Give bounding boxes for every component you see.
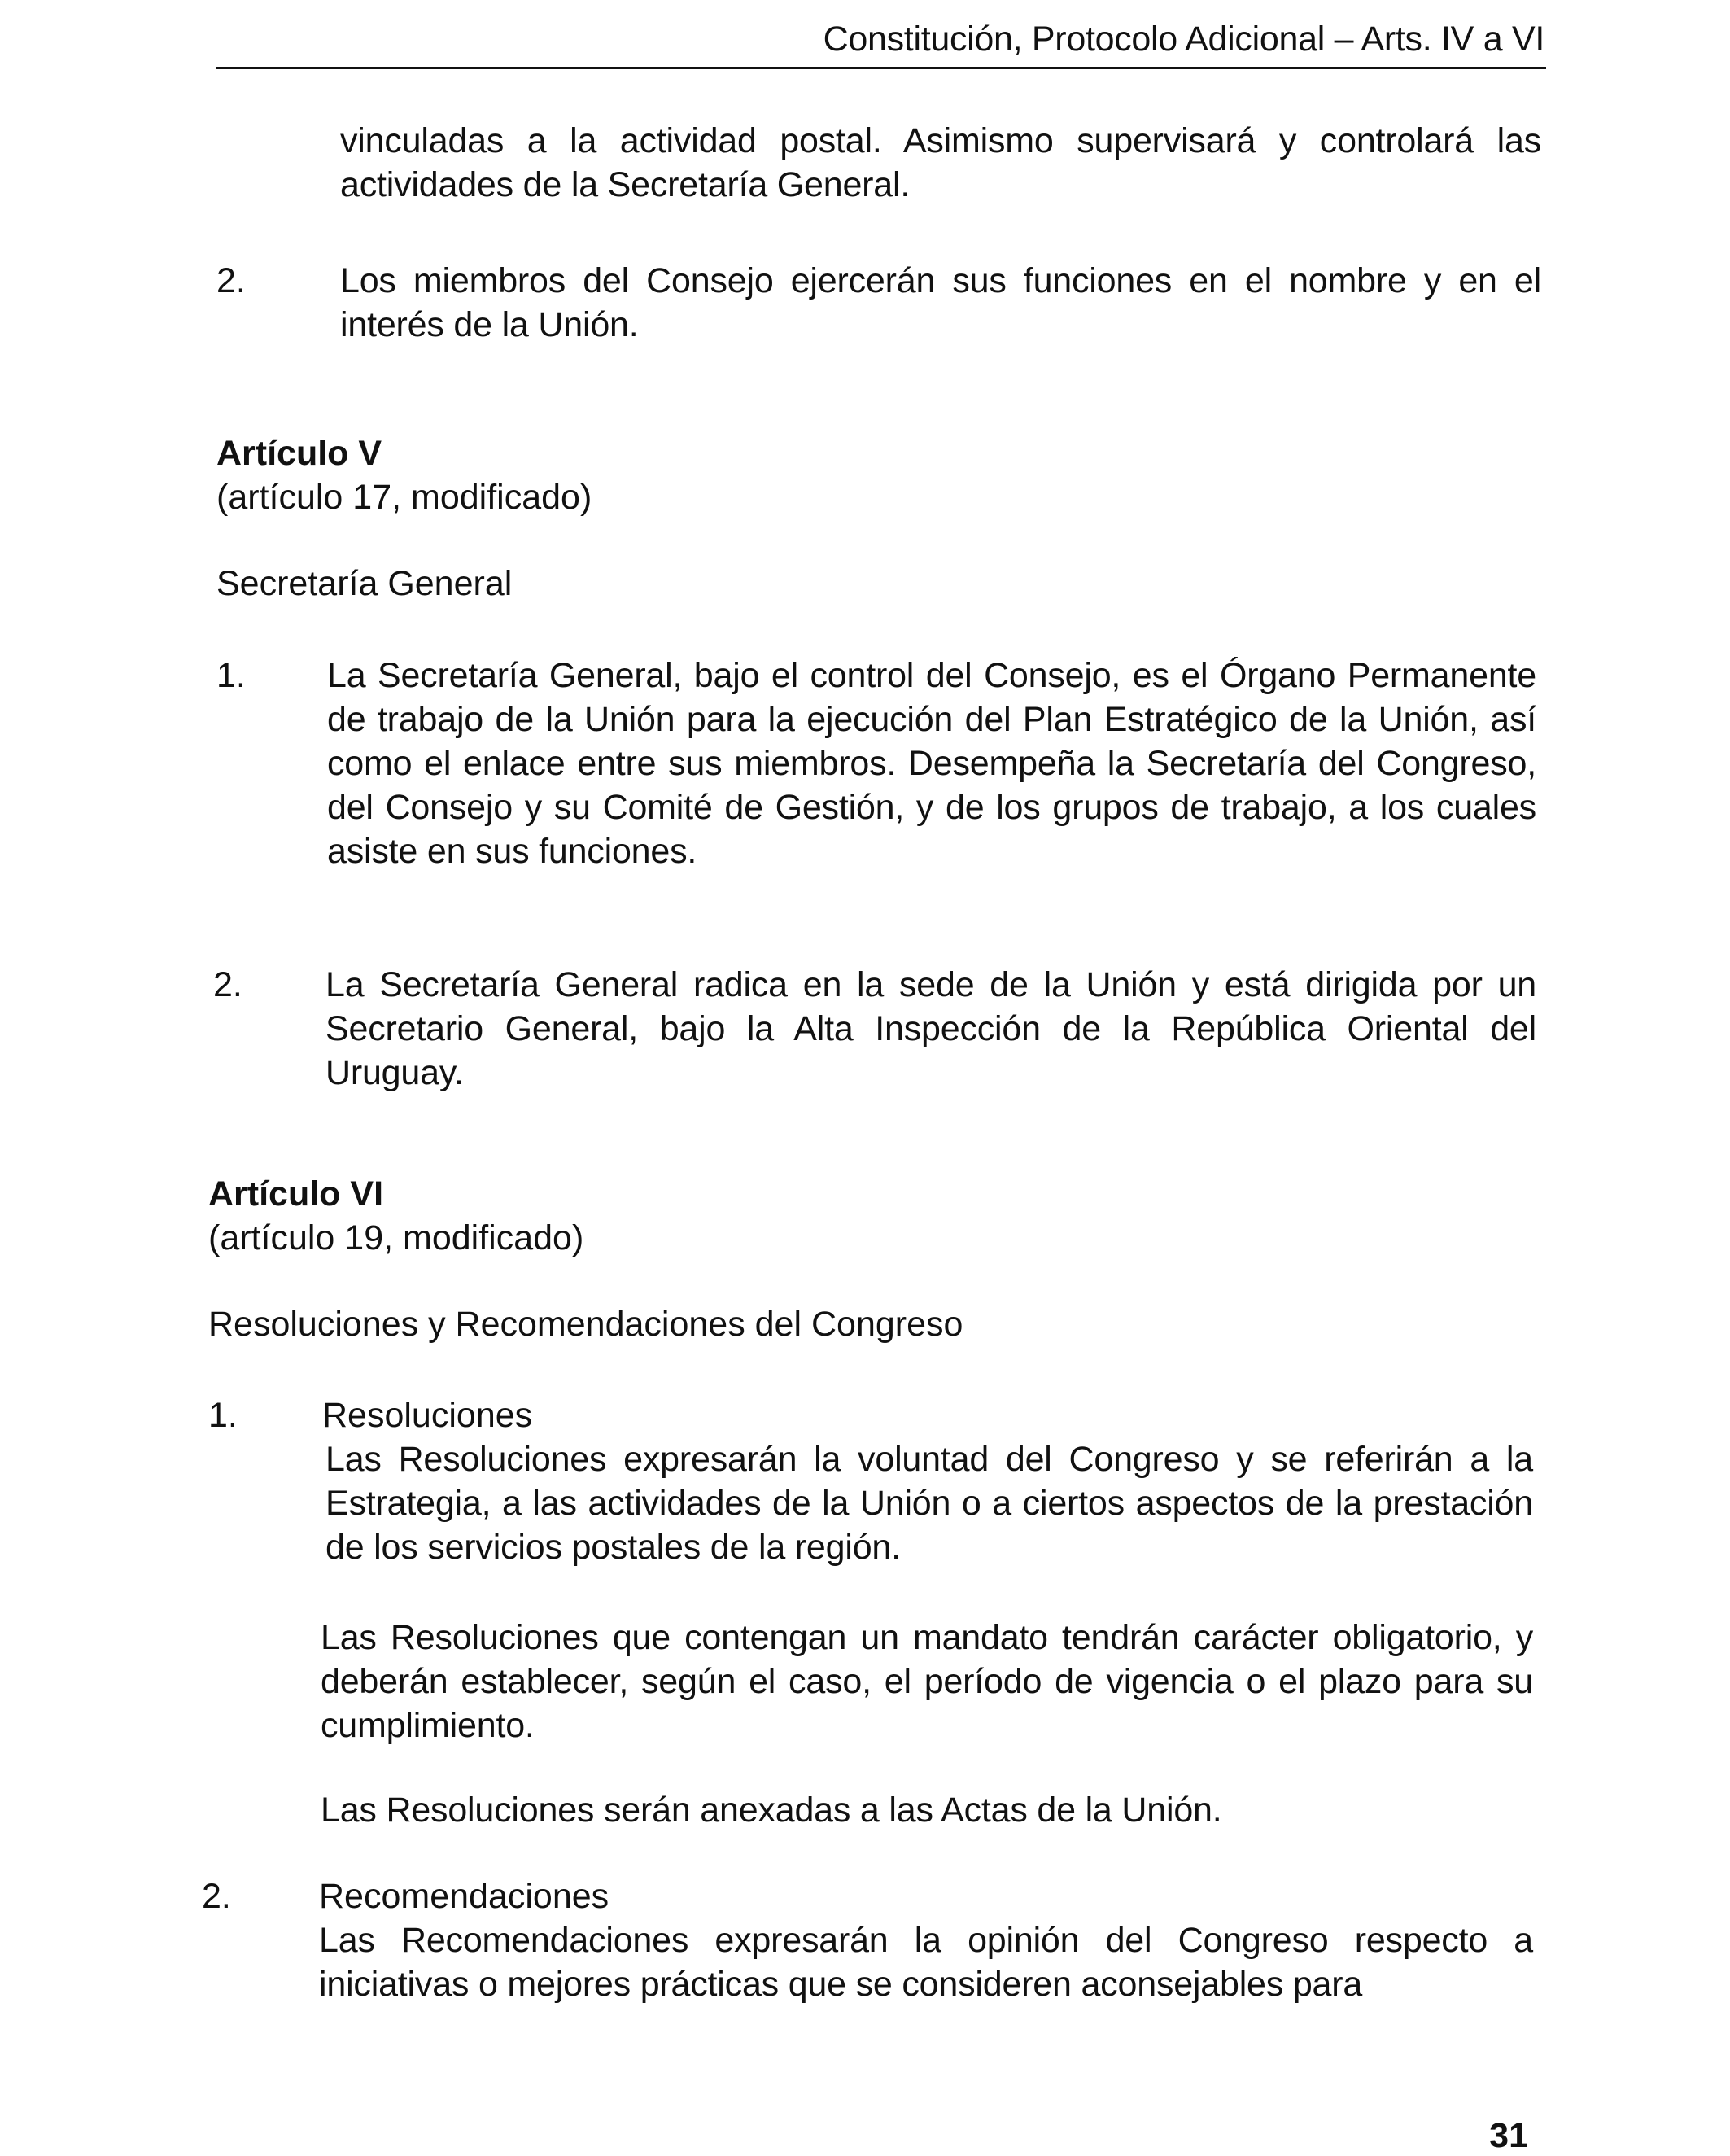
article-vi-title: Artículo VI bbox=[208, 1174, 384, 1214]
article-v-item-1-number: 1. bbox=[216, 656, 246, 695]
article-vi-item-1-paragraph-2: Las Resoluciones que contengan un mandato tendrán carácter obligatorio, y deberán establecer, según el caso, el período de vigencia o el plazo para su cumplimiento. bbox=[321, 1618, 1533, 1745]
article-vi-section-title: Resoluciones y Recomendaciones del Congreso bbox=[208, 1305, 963, 1344]
article-v-item-1-text: La Secretaría General, bajo el control del Consejo, es el Órgano Permanente de trabajo de la Unión para la ejecución del Plan Estratégico de la Unión, así como el enlace entre sus miembros. Desempeña la Secretaría del Congreso, del Consejo y su Comité de Gestión, y de los grupos de trabajo, a los cuales asiste en sus funciones. bbox=[327, 656, 1536, 871]
article-iv-item-2-text: Los miembros del Consejo ejercerán sus funciones en el nombre y en el interés de la Unión. bbox=[340, 261, 1541, 344]
article-iv-item-2-number: 2. bbox=[216, 261, 246, 300]
page-number: 31 bbox=[1489, 2116, 1528, 2155]
article-vi-subtitle: (artículo 19, modificado) bbox=[208, 1218, 584, 1257]
continuation-paragraph: vinculadas a la actividad postal. Asimismo supervisará y controlará las actividades de la Secretaría General. bbox=[340, 121, 1541, 204]
article-vi-item-1-heading: Resoluciones bbox=[322, 1396, 533, 1435]
article-vi-item-1-paragraph-1: Las Resoluciones expresarán la voluntad del Congreso y se referirán a la Estrategia, a las actividades de la Unión o a ciertos aspectos de la prestación de los servicios postales de la región. bbox=[325, 1440, 1533, 1567]
article-vi-item-2-paragraph-1: Las Recomendaciones expresarán la opinión del Congreso respecto a iniciativas o mejores prácticas que se consideren aconsejables para bbox=[319, 1921, 1533, 2004]
article-v-title: Artículo V bbox=[216, 434, 382, 473]
header-rule bbox=[216, 67, 1546, 69]
article-v-item-2-text: La Secretaría General radica en la sede de la Unión y está dirigida por un Secretario General, bajo la Alta Inspección de la República Oriental del Uruguay. bbox=[325, 965, 1536, 1092]
article-vi-item-1-number: 1. bbox=[208, 1396, 238, 1435]
article-v-item-2-number: 2. bbox=[213, 965, 242, 1004]
article-vi-item-1-paragraph-3: Las Resoluciones serán anexadas a las Actas de la Unión. bbox=[321, 1791, 1222, 1830]
running-header: Constitución, Protocolo Adicional – Arts. IV a VI bbox=[823, 20, 1544, 59]
article-v-subtitle: (artículo 17, modificado) bbox=[216, 478, 592, 517]
article-v-section-title: Secretaría General bbox=[216, 564, 513, 603]
article-vi-item-2-number: 2. bbox=[202, 1877, 231, 1916]
article-vi-item-2-heading: Recomendaciones bbox=[319, 1877, 609, 1916]
